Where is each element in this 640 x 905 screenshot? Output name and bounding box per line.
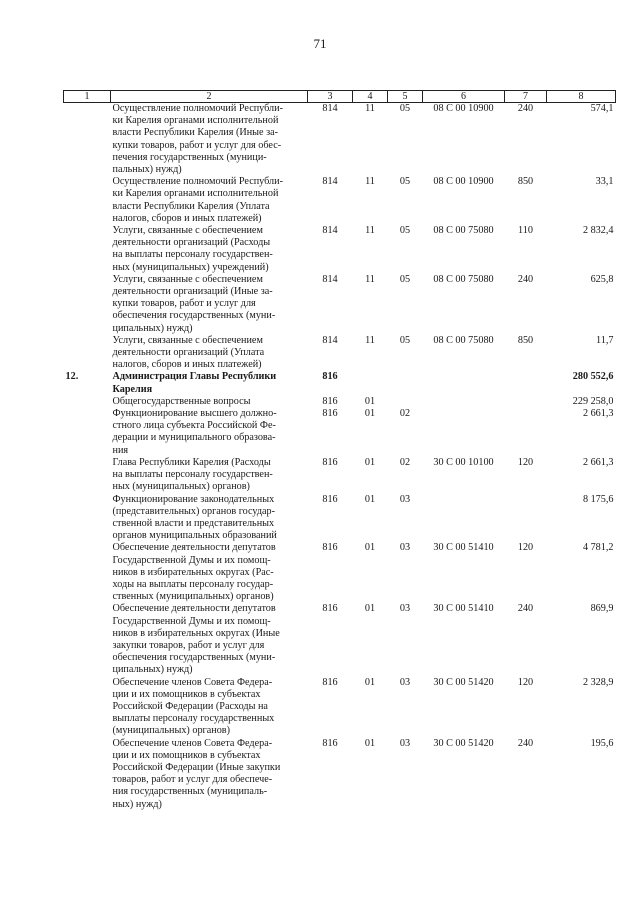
row-target-article: 08 С 00 75080 (433, 225, 494, 237)
row-description (111, 457, 308, 494)
table-row (64, 738, 616, 811)
table-header-row (64, 91, 616, 103)
row-description-line: ципальных) нужд) (112, 322, 193, 334)
row-description-line: Российской Федерации (Иные закупки (112, 761, 281, 773)
row-target-article: 08 С 00 75080 (433, 334, 494, 346)
row-amount: 2 661,3 (582, 456, 614, 468)
row-subsection-code (388, 396, 423, 408)
row-amount: 195,6 (590, 737, 614, 749)
header-col-2: 2 (111, 91, 308, 103)
row-grbs-code: 816 (322, 371, 338, 383)
row-description-line: дерации и муниципального образова- (112, 432, 276, 444)
row-section-code: 01 (364, 737, 376, 749)
table-row (64, 103, 616, 177)
row-grbs-code: 816 (322, 542, 338, 554)
row-number (64, 176, 111, 225)
row-description-line: ходы на выплаты персоналу государ- (112, 578, 274, 590)
table-row (64, 457, 616, 494)
table-row (64, 176, 616, 225)
row-subsection-code: 03 (399, 542, 411, 554)
row-number (64, 408, 111, 457)
row-grbs-code: 816 (322, 676, 338, 688)
row-section-code: 01 (364, 493, 376, 505)
row-number (64, 225, 111, 274)
row-description (111, 408, 308, 457)
table-row (64, 335, 616, 372)
row-description-line: ции и их помощников в субъектах (112, 688, 261, 700)
row-section-code: 01 (364, 456, 376, 468)
table-row (64, 225, 616, 274)
row-grbs-code: 814 (322, 334, 338, 346)
row-description (111, 542, 308, 603)
table-row (64, 494, 616, 543)
header-col-6: 6 (423, 91, 505, 103)
row-expense-type: 850 (517, 176, 534, 188)
header-col-1: 1 (64, 91, 111, 103)
row-description-line: ния государственных (муниципаль- (112, 786, 268, 798)
row-amount: 574,1 (590, 103, 614, 114)
row-subsection-code: 03 (399, 676, 411, 688)
row-description (111, 396, 308, 408)
row-amount: 33,1 (595, 176, 614, 188)
row-subsection-code (388, 371, 423, 395)
row-description (111, 225, 308, 274)
row-description-line: ных) нужд) (112, 798, 162, 810)
row-subsection-code: 05 (399, 334, 411, 346)
row-description-line: (представительных) органов государ- (112, 505, 276, 517)
row-description (111, 103, 308, 177)
row-description (111, 603, 308, 676)
row-number (64, 103, 111, 177)
row-description-line: ки Карелия органами исполнительной (112, 115, 279, 127)
row-description-line: стного лица субъекта Российской Фе- (112, 420, 276, 432)
table-row (64, 542, 616, 603)
table-row (64, 274, 616, 335)
header-col-3: 3 (308, 91, 353, 103)
row-description-line: органов муниципальных образований (112, 530, 277, 542)
row-target-article: 30 С 00 51410 (433, 542, 494, 554)
row-section-code: 01 (364, 542, 376, 554)
row-expense-type: 240 (517, 737, 534, 749)
row-description-line: обеспечения государственных (муни- (112, 652, 276, 664)
row-expense-type: 120 (517, 676, 534, 688)
row-target-article: 30 С 00 51410 (433, 603, 494, 615)
header-col-4: 4 (353, 91, 388, 103)
row-section-code: 11 (365, 176, 375, 188)
row-amount: 2 832,4 (582, 225, 614, 237)
row-description-line: выплаты персоналу государственных (112, 713, 275, 725)
row-description-line: Обеспечение членов Совета Федера- (112, 737, 273, 749)
row-grbs-code: 816 (322, 737, 338, 749)
row-description-line: Услуги, связанные с обеспечением (112, 334, 263, 346)
table-row (64, 396, 616, 408)
row-target-article: 08 С 00 10900 (433, 103, 494, 114)
row-amount: 229 258,0 (572, 395, 614, 407)
row-section-code: 01 (364, 603, 376, 615)
row-description-line: Функционирование законодательных (112, 493, 275, 505)
page-number: 71 (313, 36, 327, 51)
header-col-5: 5 (388, 91, 423, 103)
row-amount: 11,7 (596, 334, 614, 346)
table-row (64, 603, 616, 676)
row-description-line: ственной власти и представительных (112, 517, 275, 529)
row-section-code: 01 (364, 408, 376, 420)
row-number (64, 738, 111, 811)
row-grbs-code: 816 (322, 395, 338, 407)
row-target-article: 30 С 00 51420 (433, 676, 494, 688)
row-grbs-code: 814 (322, 273, 338, 285)
row-description (111, 371, 308, 395)
row-description-line: Услуги, связанные с обеспечением (112, 225, 263, 237)
row-expense-type: 850 (517, 334, 534, 346)
row-amount: 8 175,6 (582, 493, 614, 505)
header-col-8: 8 (547, 91, 616, 103)
row-description-line: Глава Республики Карелия (Расходы (112, 456, 271, 468)
row-description-line: Обеспечение членов Совета Федера- (112, 676, 273, 688)
row-description-line: на выплаты персоналу государствен- (112, 469, 273, 481)
row-description-line: купки товаров, работ и услуг для обес- (112, 139, 282, 151)
table-body (64, 103, 616, 811)
row-description-line: обеспечения государственных (муни- (112, 310, 276, 322)
row-description (111, 176, 308, 225)
row-grbs-code: 814 (322, 103, 338, 114)
row-grbs-code: 814 (322, 176, 338, 188)
row-number (64, 335, 111, 372)
row-target-article: 08 С 00 10900 (433, 176, 494, 188)
row-number (64, 274, 111, 335)
row-description-line: товаров, работ и услуг для обеспече- (112, 774, 273, 786)
row-description-line: Администрация Главы Республики (112, 371, 277, 383)
row-description-line: купки товаров, работ и услуг для (112, 298, 256, 310)
row-target-article (423, 494, 505, 543)
row-description-line: деятельности организаций (Уплата (112, 347, 265, 359)
row-amount: 625,8 (590, 273, 614, 285)
row-number (64, 494, 111, 543)
row-description-line: деятельности организаций (Иные за- (112, 286, 273, 298)
row-description-line: налогов, сборов и иных платежей) (112, 212, 262, 224)
row-subsection-code: 03 (399, 493, 411, 505)
row-target-article (423, 396, 505, 408)
row-amount: 869,9 (590, 603, 614, 615)
row-amount: 2 661,3 (582, 408, 614, 420)
row-description-line: Функционирование высшего должно- (112, 408, 277, 420)
row-target-article (423, 371, 505, 395)
row-section-code: 01 (364, 395, 376, 407)
row-expense-type: 110 (518, 225, 533, 237)
row-description-line: ципальных) нужд) (112, 664, 193, 676)
row-description-line: Государственной Думы и их помощ- (112, 615, 271, 627)
row-description-line: Государственной Думы и их помощ- (112, 554, 271, 566)
row-subsection-code: 05 (399, 225, 411, 237)
row-description-line: ки Карелия органами исполнительной (112, 188, 279, 200)
row-description-line: на выплаты персоналу государствен- (112, 249, 273, 261)
row-grbs-code: 816 (322, 603, 338, 615)
row-subsection-code: 05 (399, 103, 411, 114)
row-expense-type (505, 408, 547, 457)
row-expense-type: 120 (517, 542, 534, 554)
row-expense-type (505, 396, 547, 408)
row-subsection-code: 05 (399, 176, 411, 188)
row-description (111, 677, 308, 738)
row-description (111, 335, 308, 372)
row-description-line: ных (муниципальных) учреждений) (112, 261, 269, 273)
row-amount: 2 328,9 (582, 676, 614, 688)
row-description (111, 274, 308, 335)
row-amount: 4 781,2 (582, 542, 614, 554)
row-target-article: 30 С 00 51420 (433, 737, 494, 749)
row-description-line: (муниципальных) органов) (112, 725, 230, 737)
row-section-code (353, 371, 388, 395)
table-row (64, 408, 616, 457)
row-description-line: ных (муниципальных) органов) (112, 481, 250, 493)
row-number (64, 457, 111, 494)
row-expense-type (505, 494, 547, 543)
row-description-line: Карелия (112, 383, 153, 395)
row-description-line: пальных) нужд) (112, 164, 182, 176)
row-section-code: 01 (364, 676, 376, 688)
row-description (111, 494, 308, 543)
row-description-line: налогов, сборов и иных платежей) (112, 359, 262, 371)
row-description-line: власти Республики Карелия (Иные за- (112, 127, 279, 139)
row-number (64, 396, 111, 408)
row-subsection-code: 02 (399, 456, 411, 468)
row-description-line: ников в избирательных округах (Рас- (112, 566, 274, 578)
row-description-line: Услуги, связанные с обеспечением (112, 273, 263, 285)
row-description-line: власти Республики Карелия (Уплата (112, 200, 270, 212)
row-description-line: ников в избирательных округах (Иные (112, 627, 280, 639)
row-grbs-code: 816 (322, 493, 338, 505)
row-grbs-code: 816 (322, 456, 338, 468)
row-description-line: закупки товаров, работ и услуг для (112, 639, 265, 651)
row-description-line: ции и их помощников в субъектах (112, 749, 261, 761)
row-number (64, 542, 111, 603)
row-subsection-code: 05 (399, 273, 411, 285)
row-description-line: Обеспечение деятельности депутатов (112, 542, 276, 554)
row-subsection-code: 03 (399, 603, 411, 615)
row-target-article: 08 С 00 75080 (433, 273, 494, 285)
budget-table (63, 90, 616, 811)
row-description-line: Обеспечение деятельности депутатов (112, 603, 276, 615)
row-subsection-code: 03 (399, 737, 411, 749)
row-expense-type: 240 (517, 603, 534, 615)
row-grbs-code: 816 (322, 408, 338, 420)
row-expense-type: 120 (517, 456, 534, 468)
table-row (64, 677, 616, 738)
row-expense-type (505, 371, 547, 395)
row-description-line: деятельности организаций (Расходы (112, 237, 271, 249)
header-col-7: 7 (505, 91, 547, 103)
row-number (64, 603, 111, 676)
row-section-code: 11 (365, 225, 375, 237)
row-section-code: 11 (365, 334, 375, 346)
row-description-line: Российской Федерации (Расходы на (112, 700, 268, 712)
row-section-code: 11 (365, 103, 375, 114)
row-description-line: Осуществление полномочий Республи- (112, 176, 283, 188)
row-description (111, 738, 308, 811)
row-number: 12. (65, 371, 79, 383)
row-expense-type: 240 (517, 273, 534, 285)
row-target-article: 30 С 00 10100 (433, 456, 494, 468)
row-subsection-code: 02 (399, 408, 411, 420)
row-amount: 280 552,6 (572, 371, 614, 383)
row-description-line: ния (112, 444, 129, 456)
row-number (64, 677, 111, 738)
row-section-code: 11 (365, 273, 375, 285)
row-description-line: Осуществление полномочий Республи- (112, 103, 283, 114)
row-expense-type: 240 (517, 103, 534, 114)
row-grbs-code: 814 (322, 225, 338, 237)
row-description-line: Общегосударственные вопросы (112, 395, 251, 407)
row-description-line: печения государственных (муници- (112, 151, 267, 163)
row-target-article (423, 408, 505, 457)
table-row (64, 371, 616, 395)
row-description-line: ственных (муниципальных) органов) (112, 591, 274, 603)
